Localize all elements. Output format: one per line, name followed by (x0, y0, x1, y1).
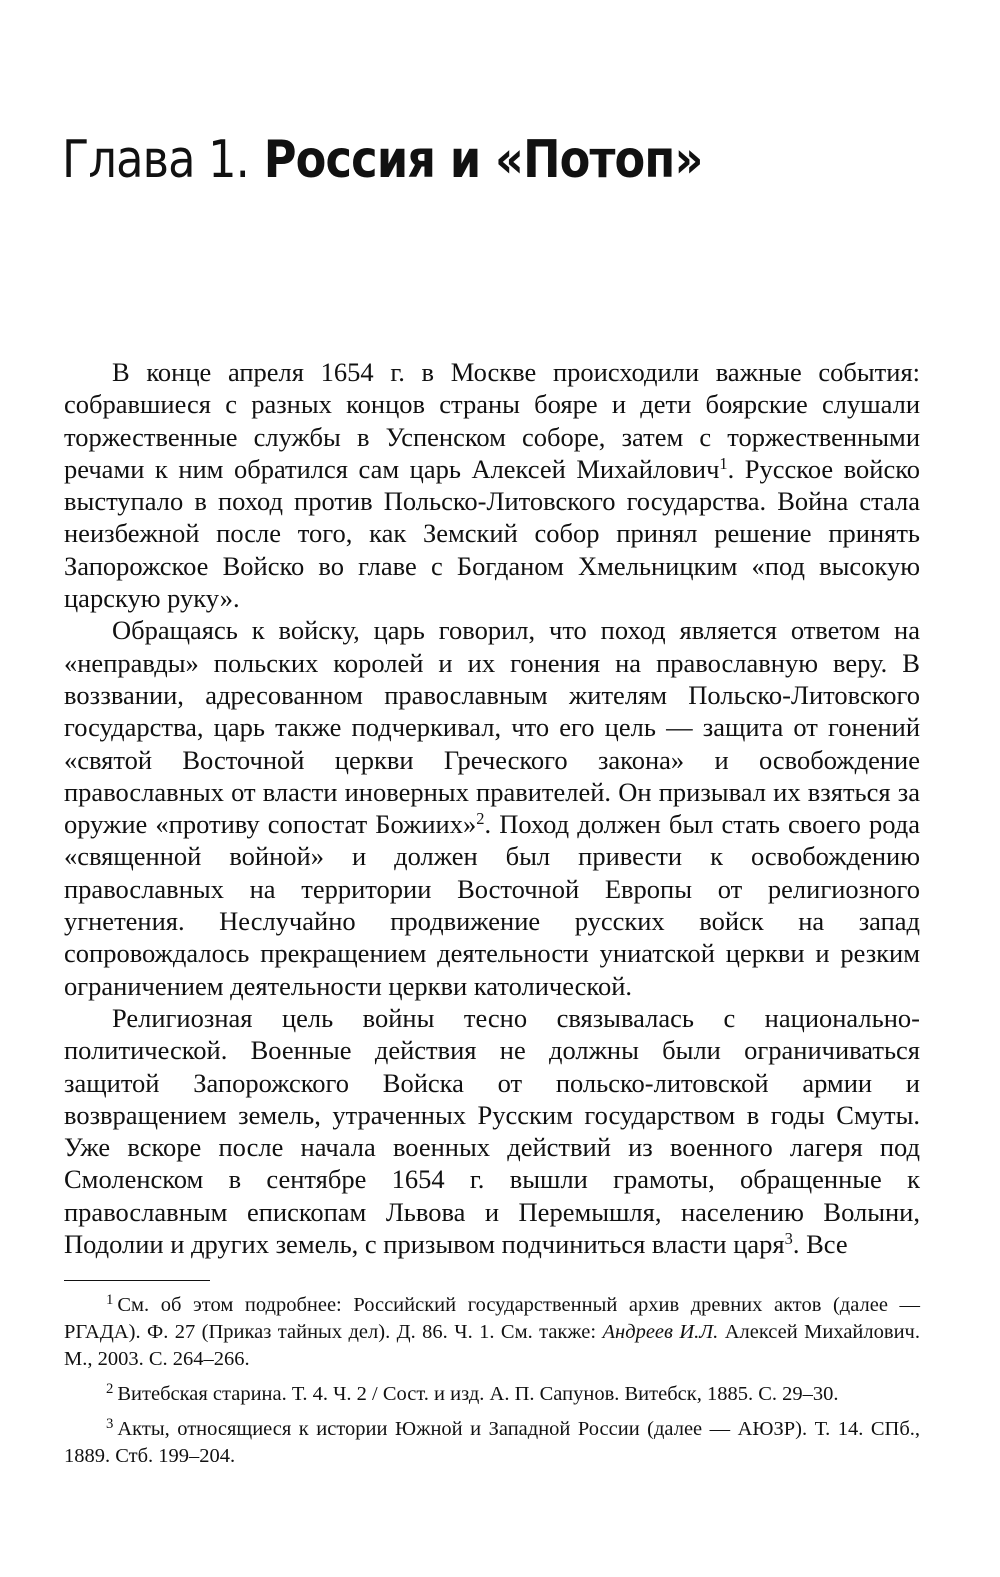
footnotes (64, 1292, 920, 1478)
footnote-2-number: 2 (106, 1381, 114, 1398)
paragraph-3-part-a: Религиозная цель войны тесно связывалась с национально-политической. Военные действия не должны были ограничиваться защитой Запорожского Войска от польско-литовской армии и возвращением земель, утраченных Русским государством в годы Смуты. Уже вскоре после начала военных действий из военного лагеря под Смоленском в сентябре 1654 г. вышли грамоты, обращенные к православным епископам Львова и Перемышля, населению Волыни, Подолии и других земель, с призывом подчиниться власти царя (64, 1002, 920, 1260)
footnote-1-number: 1 (106, 1292, 114, 1309)
footnote-3-number: 3 (106, 1416, 114, 1433)
paragraph-1 (64, 356, 920, 614)
paragraph-2 (64, 614, 920, 1002)
footnote-3 (64, 1416, 920, 1470)
footnote-1-author: Андреев И.Л. (602, 1321, 719, 1343)
paragraph-1-part-a: В конце апреля 1654 г. в Москве происходили важные события: собравшиеся с разных концов страны бояре и дети боярские слушали торжественные службы в Успенском соборе, затем с торжественными речами к ним обратился сам царь Алексей Михайлович (64, 357, 920, 484)
paragraph-3 (64, 1002, 920, 1260)
footnote-3-text: Акты, относящиеся к истории Южной и Западной России (далее — АЮЗР). Т. 14. СПб., 1889. Стб. 199–204. (64, 1418, 920, 1467)
footnote-1-part-b: Алексей Михайлович. М., 2003. С. 264–266. (64, 1321, 920, 1370)
chapter-title (62, 128, 702, 192)
paragraph-2-part-a: Обращаясь к войску, царь говорил, что поход является ответом на «неправды» польских королей и их гонения на православную веру. В воззвании, адресованном православным жителям Польско-Литовского государства, царь также подчеркивал, что его цель — защита от гонений «святой Восточной церкви Греческого закона» и освобождение православных от власти иноверных правителей. Он призывал их взяться за оружие «противу сопостат Божиих» (64, 615, 920, 840)
paragraph-2-part-b: . Поход должен был стать своего рода «священной войной» и должен был привести к освобождению православных на территории Восточной Европы от религиозного угнетения. Неслучайно продвижение русских войск на запад сопровождалось прекращением деятельности униатской церкви и резким ограничением деятельности церкви католической. (64, 809, 920, 1001)
footnote-divider (64, 1280, 210, 1281)
paragraph-1-part-b: . Русское войско выступало в поход против Польско-Литовского государства. Война стала неизбежной после того, как Земский собор принял решение принять Запорожское Войско во главе с Богданом Хмельницким «под высокую царскую руку». (64, 453, 920, 614)
footnote-ref-1: 1 (719, 453, 728, 473)
paragraph-3-part-b: . Все (792, 1229, 848, 1260)
chapter-number: Глава 1. (62, 130, 250, 190)
footnote-2-text: Витебская старина. Т. 4. Ч. 2 / Сост. и изд. А. П. Сапунов. Витебск, 1885. С. 29–30. (117, 1383, 839, 1405)
footnote-2 (64, 1381, 920, 1408)
footnote-ref-2: 2 (476, 809, 485, 829)
chapter-name: Россия и «Потоп» (263, 130, 703, 190)
footnote-ref-3: 3 (784, 1228, 793, 1248)
footnote-1-part-a: См. об этом подробнее: Российский государственный архив древних актов (далее — РГАДА). Ф. 27 (Приказ тайных дел). Д. 86. Ч. 1. См. также: (64, 1294, 920, 1343)
footnote-1 (64, 1292, 920, 1373)
body-text (64, 356, 920, 1260)
